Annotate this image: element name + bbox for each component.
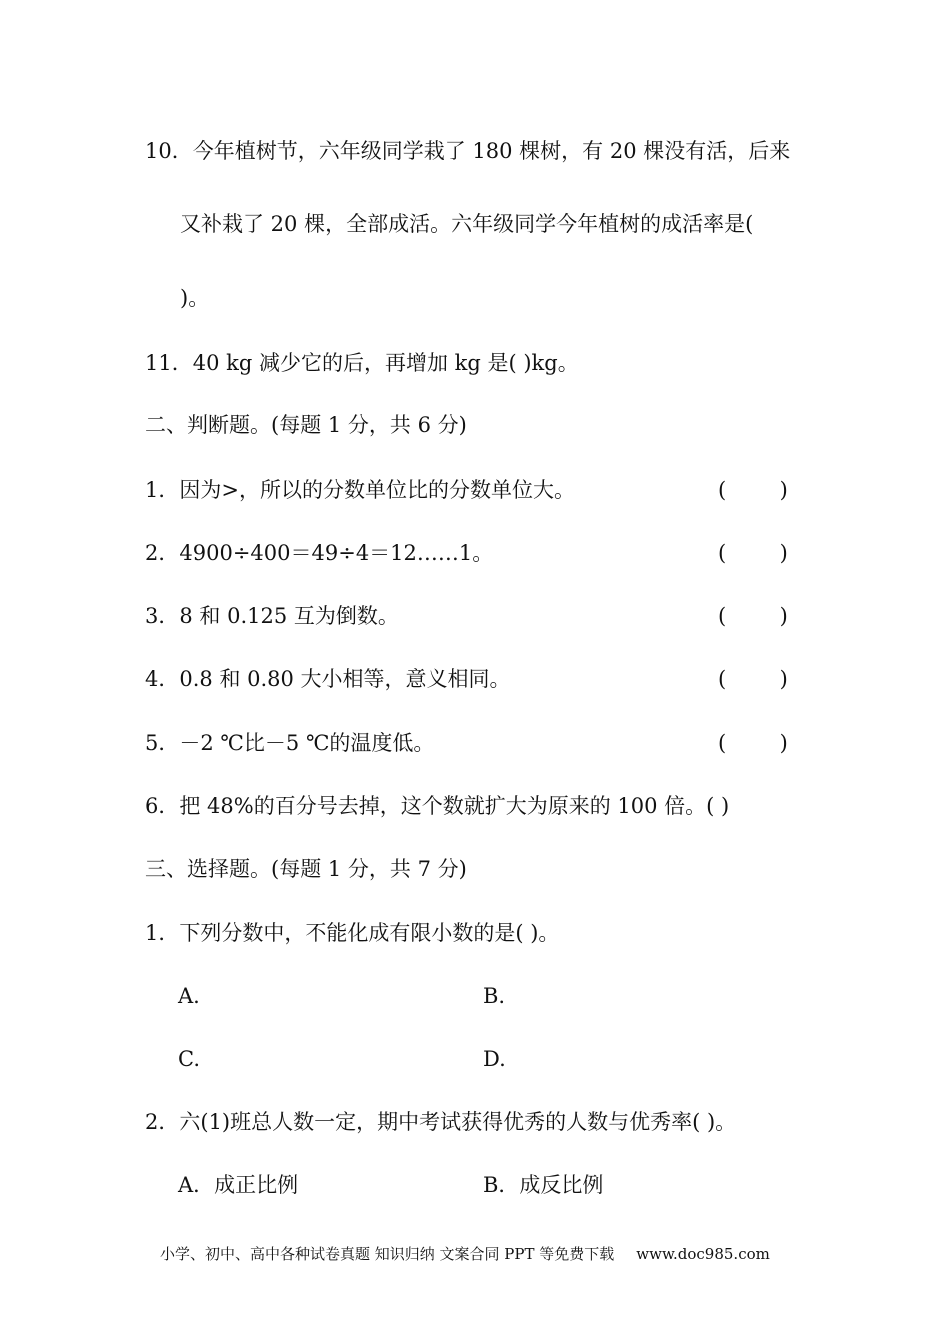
judge-item-text: 把 48%的百分号去掉，这个数就扩大为原来的 100 倍。( ) bbox=[179, 794, 730, 818]
choice-q1-text: 下列分数中，不能化成有限小数的是( )。 bbox=[179, 921, 560, 945]
q11-number: 11． bbox=[145, 351, 193, 375]
judge-answer-blank-3[interactable]: ( ) bbox=[718, 604, 788, 628]
judge-item-text: 8 和 0.125 互为倒数。 bbox=[179, 604, 399, 628]
q11 bbox=[145, 348, 579, 378]
judge-item-text: 因为>，所以的分数单位比的分数单位大。 bbox=[179, 478, 575, 502]
choice-q1-option-a[interactable]: A. bbox=[178, 984, 200, 1008]
judge-item-number: 4． bbox=[145, 667, 180, 691]
choice-q1 bbox=[145, 918, 559, 948]
judge-answer-blank-4[interactable]: ( ) bbox=[718, 667, 788, 691]
judge-item-number: 3． bbox=[145, 604, 180, 628]
choice-q2 bbox=[145, 1107, 736, 1137]
q11-text: 40 kg 减少它的后，再增加 kg 是( )kg。 bbox=[192, 351, 579, 375]
choice-q2-text: 六(1)班总人数一定，期中考试获得优秀的人数与优秀率( )。 bbox=[179, 1110, 737, 1134]
judge-item-text: 4900÷400＝49÷4＝12……1。 bbox=[179, 541, 494, 565]
q10-line1 bbox=[145, 136, 790, 166]
q10-line3: )。 bbox=[180, 286, 210, 310]
judge-item-number: 5． bbox=[145, 731, 180, 755]
choice-q1-option-c[interactable]: C. bbox=[178, 1047, 200, 1071]
judge-item-6 bbox=[145, 791, 729, 821]
judge-item-number: 1． bbox=[145, 478, 180, 502]
choice-q2-option-a[interactable]: A．成正比例 bbox=[178, 1173, 299, 1197]
section3-heading: 三、选择题。(每题 1 分，共 7 分) bbox=[145, 857, 467, 881]
footer-text: 小学、初中、高中各种试卷真题 知识归纳 文案合同 PPT 等免费下载 bbox=[160, 1245, 615, 1263]
judge-item-text: －2 ℃比－5 ℃的温度低。 bbox=[179, 731, 435, 755]
footer-url[interactable]: www.doc985.com bbox=[636, 1245, 770, 1263]
choice-q1-number: 1． bbox=[145, 921, 180, 945]
judge-item-1 bbox=[145, 475, 575, 505]
judge-item-4 bbox=[145, 664, 511, 694]
judge-item-number: 2． bbox=[145, 541, 180, 565]
judge-item-number: 6． bbox=[145, 794, 180, 818]
page-footer bbox=[160, 1242, 770, 1266]
judge-answer-blank-5[interactable]: ( ) bbox=[718, 731, 788, 755]
judge-item-text: 0.8 和 0.80 大小相等，意义相同。 bbox=[179, 667, 511, 691]
judge-item-5 bbox=[145, 728, 434, 758]
section2-heading: 二、判断题。(每题 1 分，共 6 分) bbox=[145, 413, 467, 437]
q10-line2: 又补栽了 20 棵，全部成活。六年级同学今年植树的成活率是( bbox=[180, 212, 754, 236]
q10-text-line1: 今年植树节，六年级同学栽了 180 棵树，有 20 棵没有活，后来 bbox=[192, 139, 791, 163]
judge-item-3 bbox=[145, 601, 399, 631]
choice-q2-number: 2． bbox=[145, 1110, 180, 1134]
judge-answer-blank-1[interactable]: ( ) bbox=[718, 478, 788, 502]
judge-item-2 bbox=[145, 538, 493, 568]
q10-number: 10． bbox=[145, 139, 193, 163]
choice-q2-option-b[interactable]: B．成反比例 bbox=[483, 1173, 604, 1197]
judge-answer-blank-2[interactable]: ( ) bbox=[718, 541, 788, 565]
choice-q1-option-b[interactable]: B. bbox=[483, 984, 506, 1008]
choice-q1-option-d[interactable]: D. bbox=[483, 1047, 506, 1071]
